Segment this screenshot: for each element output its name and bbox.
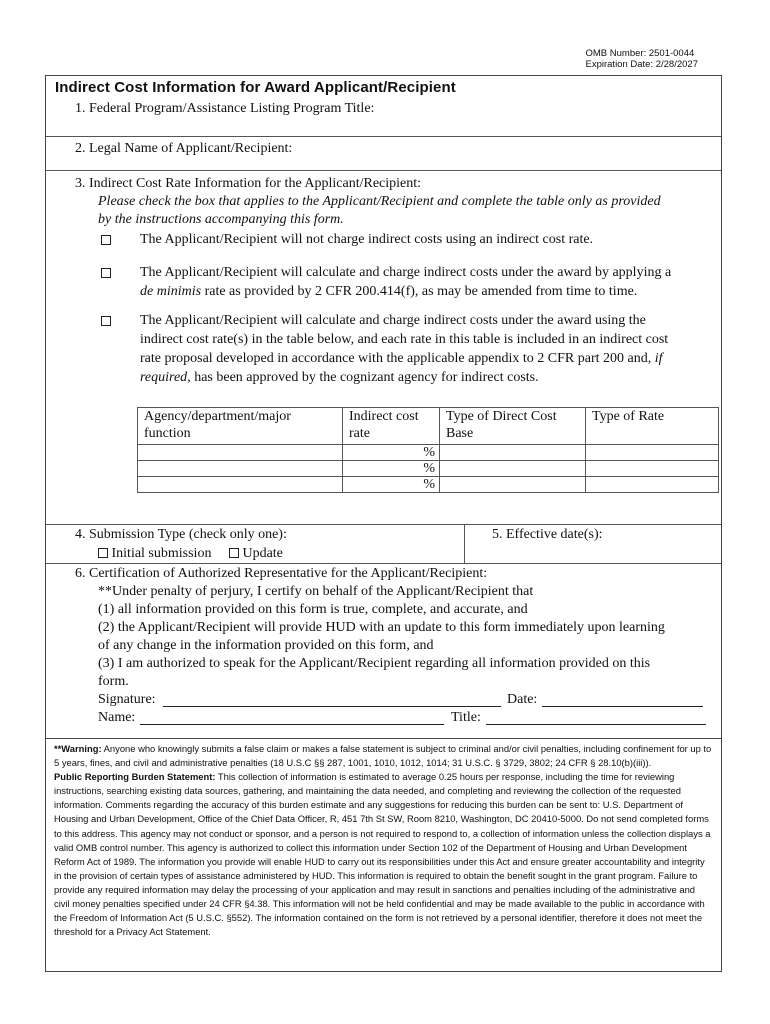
item3-instruction-line2: by the instructions accompanying this form. <box>98 212 344 227</box>
cell-agency[interactable] <box>138 477 343 493</box>
option3-line4 <box>140 369 539 387</box>
indirect-rate-table <box>137 407 719 493</box>
signature-line[interactable] <box>163 706 501 707</box>
table-row <box>138 477 719 493</box>
cert-line4: of any change in the information provided on this form, and <box>98 638 434 653</box>
item2-label: 2. Legal Name of Applicant/Recipient: <box>75 141 293 156</box>
cert-line3: (2) the Applicant/Recipient will provide HUD with an update to this form immediately upon learning <box>98 620 665 635</box>
option3-line3-italic: if <box>654 351 663 366</box>
option3-line3 <box>140 350 663 368</box>
name-label: Name: <box>98 710 136 725</box>
cell-agency[interactable] <box>138 445 343 461</box>
initial-submission-checkbox[interactable] <box>98 548 108 558</box>
cert-line6: form. <box>98 674 129 689</box>
omb-number: OMB Number: 2501-0044 <box>585 48 695 59</box>
item1-label: 1. Federal Program/Assistance Listing Program Title: <box>75 101 375 116</box>
option3-line2: indirect cost rate(s) in the table below, and each rate in this table is included in an indirect cost <box>140 332 669 347</box>
cell-rate[interactable]: % <box>343 477 440 493</box>
item5-label: 5. Effective date(s): <box>492 527 603 542</box>
divider <box>464 524 465 563</box>
title-label: Title: <box>451 710 481 725</box>
title-line[interactable] <box>486 724 706 725</box>
form-frame <box>45 75 722 739</box>
divider <box>46 170 721 171</box>
option2-line2 <box>140 283 637 301</box>
burden-heading: Public Reporting Burden Statement: <box>54 771 216 783</box>
option2-line2-italic: de minimis <box>140 284 202 299</box>
cell-type[interactable] <box>586 477 719 493</box>
option2-checkbox[interactable] <box>101 268 111 278</box>
cell-type[interactable] <box>586 445 719 461</box>
header-agency: Agency/department/major function <box>138 408 343 445</box>
signature-label: Signature: <box>98 692 156 707</box>
cell-base[interactable] <box>440 445 586 461</box>
header-direct-cost-base: Type of Direct Cost Base <box>440 408 586 445</box>
submission-options <box>98 545 283 563</box>
warning-box <box>45 739 722 972</box>
cell-type[interactable] <box>586 461 719 477</box>
divider <box>46 136 721 137</box>
option2-line2-rest: rate as provided by 2 CFR 200.414(f), as may be amended from time to time. <box>201 284 638 299</box>
warning-paragraph <box>54 742 713 770</box>
option3-line4-italic: required <box>140 370 188 385</box>
warning-text: Anyone who knowingly submits a false claim or makes a false statement is subject to criminal and/or civil penalties, including confinement for up to 5 years, fines, and civil and administrative penalties (18 U.S.C §§ 287, 1001, 1010, 1012, 1014; 31 U.S.C. § 3729, 3802; 24 CFR § 28.10(b)(iii)). <box>54 743 712 769</box>
burden-text: This collection of information is estimated to average 0.25 hours per response, including the time for reviewing instructions, searching existing data sources, gathering, and maintaining the data needed, and completing and reviewing the collection of the requested information. Comments regarding the accuracy of this burden estimate and any suggestions for reducing this burden can be sent to: U.S. Department of Housing and Urban Development, Office of the Chief Data Officer, R, 451 7th St SW, Room 8210, Washington, DC 20410-5000. Do not send completed forms to this address. This agency may not conduct or sponsor, and a person is not required to respond to, a collection of information unless the collection displays a valid OMB control number. This agency is authorized to collect this information under Section 102 of the Department of Housing and Urban Development Reform Act of 1989. The information you provide will enable HUD to carry out its responsibilities under this Act and ensure greater accountability and integrity in the provision of certain types of assistance administered by HUD. This information is required to obtain the benefit sought in the grant program. Failure to provide any required information may delay the processing of your application and may result in sanctions and penalties including of the administrative and civil money penalties specified under 24 CFR §4.38. This information will not be held confidential and may be made available to the public in accordance with the Freedom of Information Act (5 U.S.C. §552). The information contained on the form is not retrieved by a personal identifier, therefore it does not meet the threshold for a Privacy Act Statement. <box>54 771 711 938</box>
cell-rate[interactable]: % <box>343 445 440 461</box>
table-header-row <box>138 408 719 445</box>
divider <box>46 563 721 564</box>
cell-agency[interactable] <box>138 461 343 477</box>
header-indirect-rate: Indirect cost rate <box>343 408 440 445</box>
cell-base[interactable] <box>440 477 586 493</box>
update-checkbox[interactable] <box>229 548 239 558</box>
option1-text: The Applicant/Recipient will not charge indirect costs using an indirect cost rate. <box>140 232 594 247</box>
omb-expiration: Expiration Date: 2/28/2027 <box>585 59 698 70</box>
table-row <box>138 445 719 461</box>
date-label: Date: <box>507 692 538 707</box>
form-title: Indirect Cost Information for Award Applicant/Recipient <box>55 79 456 96</box>
option2-line1: The Applicant/Recipient will calculate and charge indirect costs under the award by applying a <box>140 265 672 280</box>
date-line[interactable] <box>542 706 703 707</box>
option1-checkbox[interactable] <box>101 235 111 245</box>
warning-heading: **Warning: <box>54 743 102 754</box>
table-row <box>138 461 719 477</box>
burden-paragraph <box>54 770 713 939</box>
update-label: Update <box>242 546 283 561</box>
cert-line2: (1) all information provided on this form is true, complete, and accurate, and <box>98 602 528 617</box>
cell-base[interactable] <box>440 461 586 477</box>
option3-checkbox[interactable] <box>101 316 111 326</box>
option3-line4-rest: , has been approved by the cognizant agency for indirect costs. <box>187 370 539 385</box>
cert-line5: (3) I am authorized to speak for the Applicant/Recipient regarding all information provided on this <box>98 656 651 671</box>
cert-line1: **Under penalty of perjury, I certify on behalf of the Applicant/Recipient that <box>98 584 534 599</box>
name-line[interactable] <box>140 724 444 725</box>
cell-rate[interactable]: % <box>343 461 440 477</box>
omb-info <box>586 48 699 70</box>
item3-label: 3. Indirect Cost Rate Information for the Applicant/Recipient: <box>75 176 422 191</box>
item4-label: 4. Submission Type (check only one): <box>75 527 287 542</box>
divider <box>46 524 721 525</box>
option3-line1: The Applicant/Recipient will calculate and charge indirect costs under the award using the <box>140 313 646 328</box>
header-type-of-rate: Type of Rate <box>586 408 719 445</box>
item3-instruction-line1: Please check the box that applies to the Applicant/Recipient and complete the table only as provided <box>98 194 661 209</box>
option3-line3-a: rate proposal developed in accordance with the applicable appendix to 2 CFR part 200 and, <box>140 351 655 366</box>
initial-submission-label: Initial submission <box>111 546 212 561</box>
item6-label: 6. Certification of Authorized Representative for the Applicant/Recipient: <box>75 566 488 581</box>
